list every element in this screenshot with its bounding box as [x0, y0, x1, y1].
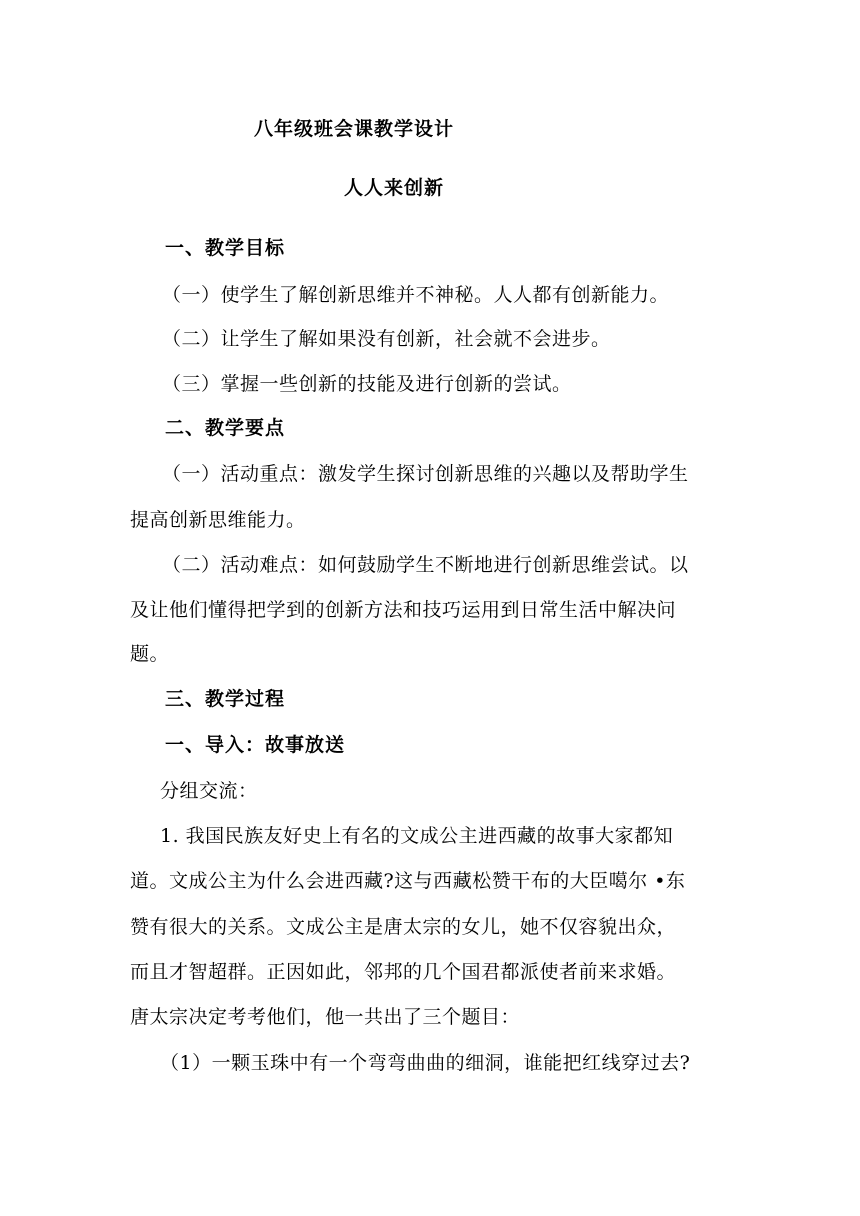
document-subtitle: 人人来创新 [344, 177, 445, 199]
key-point-line: （一）活动重点：激发学生探讨创新思维的兴趣以及帮助学生 [162, 463, 689, 485]
section-heading-objectives: 一、教学目标 [165, 237, 286, 259]
objective-item: （三）掌握一些创新的技能及进行创新的尝试。 [162, 373, 572, 395]
key-point-line: 提高创新思维能力。 [130, 509, 306, 531]
sub-heading-intro: 一、导入：故事放送 [165, 734, 346, 756]
story-line: 赞有很大的关系。文成公主是唐太宗的女儿，她不仅容貌出众， [130, 916, 677, 938]
story-line: 1. 我国民族友好史上有名的文成公主进西藏的故事大家都知 [160, 825, 674, 847]
key-point-line: （二）活动难点：如何鼓励学生不断地进行创新思维尝试。以 [162, 554, 689, 576]
key-point-line: 及让他们懂得把学到的创新方法和技巧运用到日常生活中解决问 [130, 599, 677, 621]
section-heading-process: 三、教学过程 [165, 688, 286, 710]
story-line: 唐太宗决定考考他们，他一共出了三个题目： [130, 1006, 521, 1028]
key-point-line: 题。 [130, 643, 170, 665]
story-line: 道。文成公主为什么会进西藏?这与西藏松赞干布的大臣噶尔 •东 [130, 870, 686, 892]
objective-item: （二）让学生了解如果没有创新，社会就不会进步。 [162, 328, 611, 350]
section-heading-key-points: 二、教学要点 [165, 417, 286, 439]
group-label: 分组交流： [160, 780, 258, 802]
objective-item: （一）使学生了解创新思维并不神秘。人人都有创新能力。 [162, 284, 670, 306]
story-line: 而且才智超群。正因如此，邻邦的几个国君都派使者前来求婚。 [130, 961, 677, 983]
document-title: 八年级班会课教学设计 [254, 118, 455, 140]
question-line: （1）一颗玉珠中有一个弯弯曲曲的细洞，谁能把红线穿过去? [160, 1052, 691, 1074]
